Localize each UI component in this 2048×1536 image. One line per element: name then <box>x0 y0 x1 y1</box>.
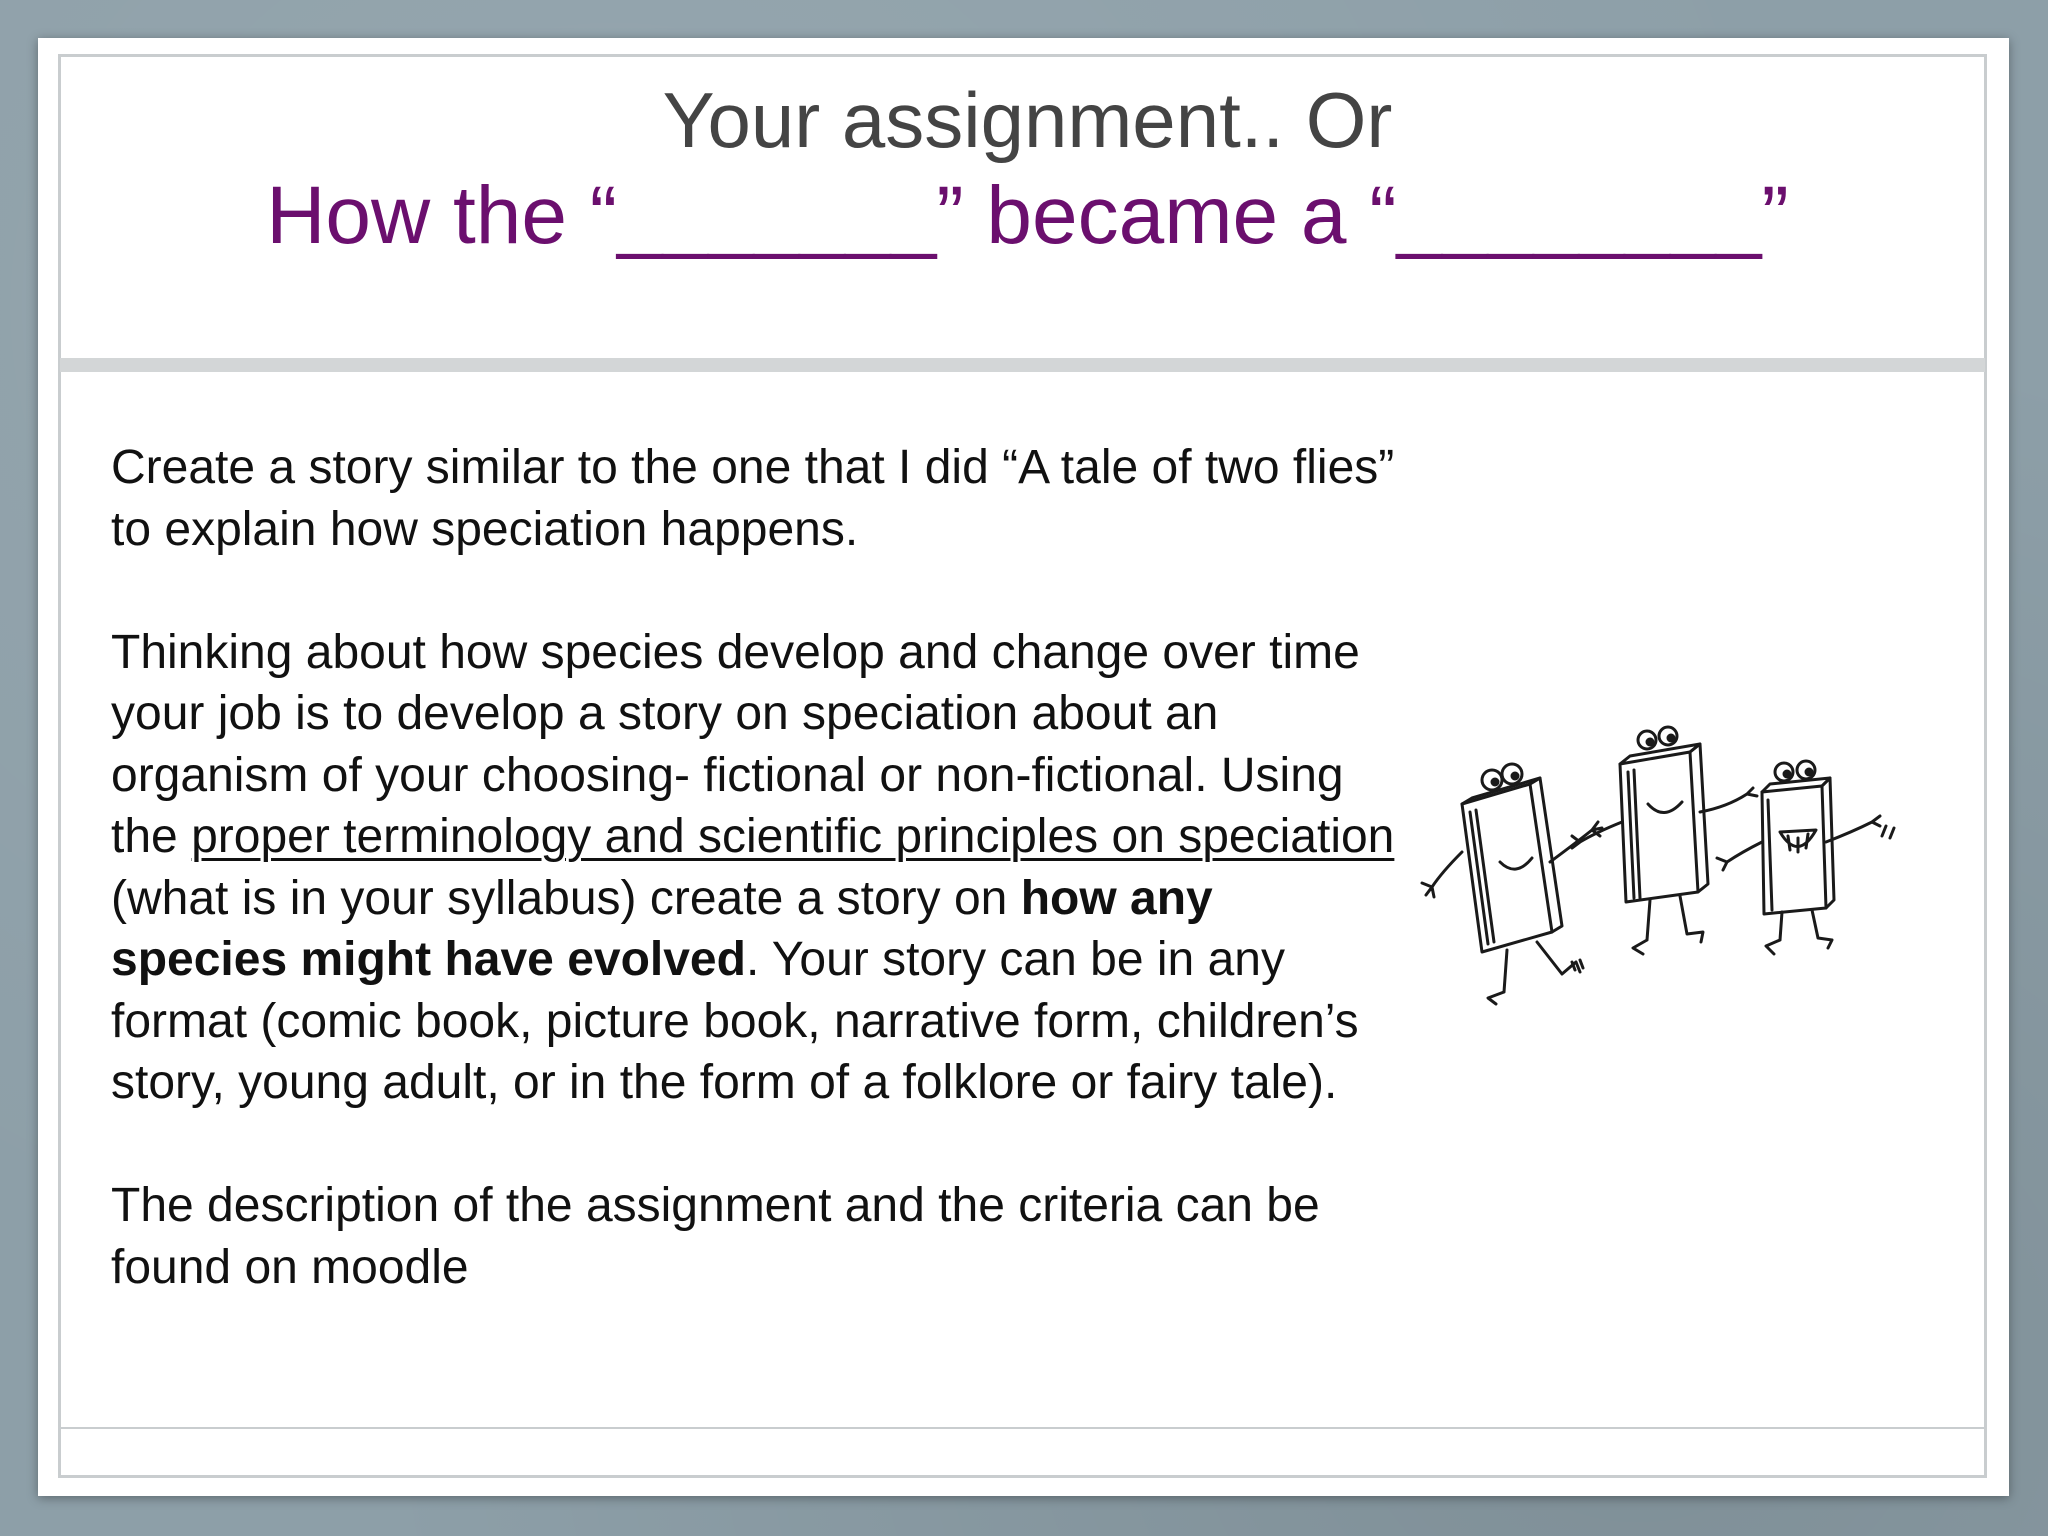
title-line-1: Your assignment.. Or <box>662 76 1393 164</box>
book-right-icon <box>1717 761 1894 954</box>
dancing-books-clipart <box>1412 712 1924 1032</box>
footer-divider <box>60 1427 1985 1429</box>
slide-body <box>111 437 1401 1298</box>
terminology-underlined: proper terminology and scientific principles on speciation <box>191 810 1395 863</box>
moodle-paragraph: The description of the assignment and the criteria can be found on moodle <box>111 1179 1320 1294</box>
instructions-paragraph <box>111 622 1401 1114</box>
slide-title <box>60 73 1995 265</box>
title-line-2: How the “_______” became a “________” <box>266 170 1789 261</box>
species-evolved-bold: how any species might have evolved <box>111 871 1213 986</box>
book-middle-icon <box>1572 727 1757 954</box>
instructions-text-2: (what is in your syllabus) create a story on <box>111 871 1021 925</box>
intro-paragraph: Create a story similar to the one that I did “A tale of two flies” to explain how speciation happens. <box>111 441 1395 556</box>
instructions-text-3: . Your story can be in any format (comic book, picture book, narrative form, children’s story, young adult, or in the form of a folklore or fairy tale). <box>111 933 1359 1109</box>
instructions-text-1: Thinking about how species develop and change over time your job is to develop a story on speciation about an organism of your choosing- fictional or non-fictional. Using the <box>111 625 1360 863</box>
title-divider <box>60 358 1985 372</box>
